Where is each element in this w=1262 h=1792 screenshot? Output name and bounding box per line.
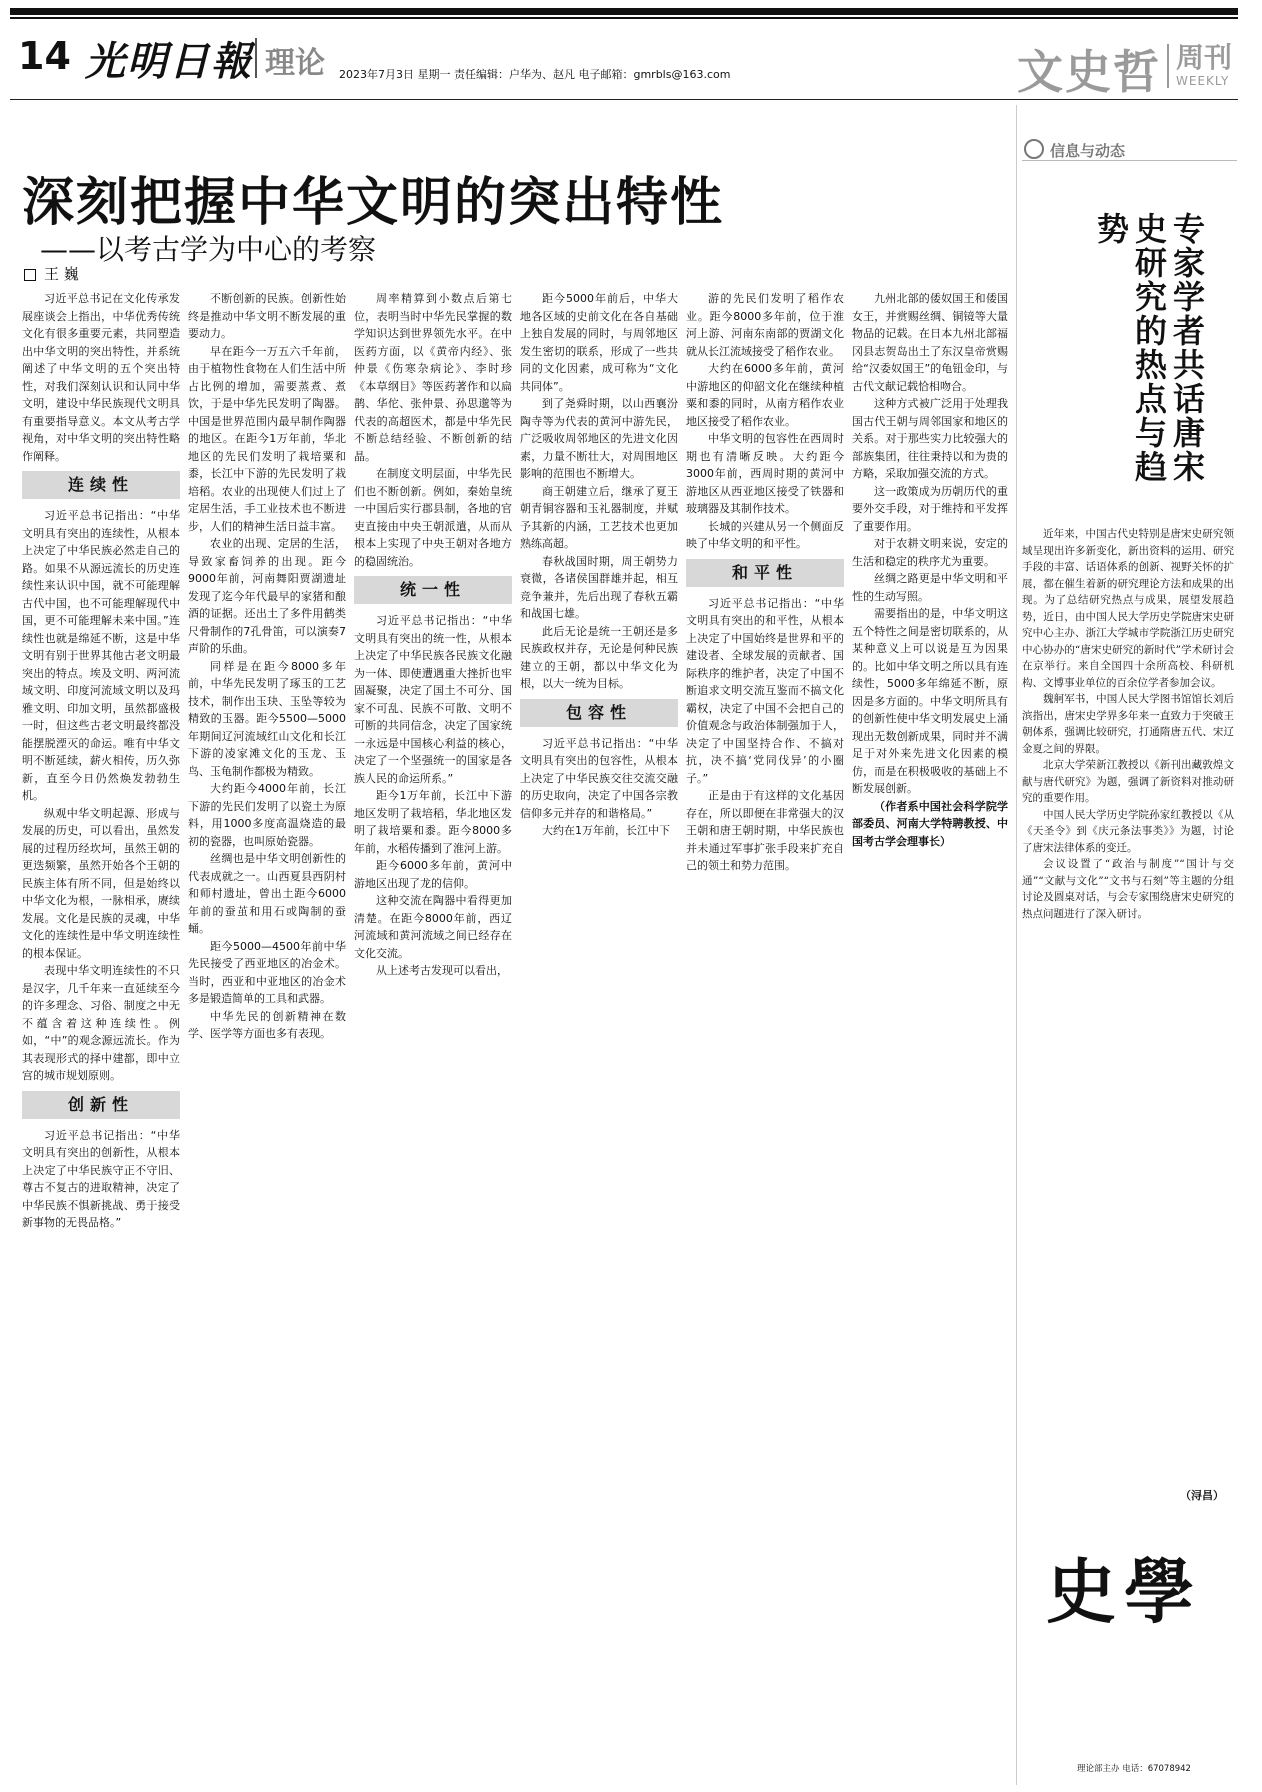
sidebar-author: （浔昌） [1180, 1489, 1224, 1502]
paragraph: 对于农耕文明来说，安定的生活和稳定的秩序尤为重要。 [852, 537, 1008, 568]
paragraph: 距今6000多年前，黄河中游地区出现了龙的信仰。 [354, 859, 512, 890]
paragraph: 同样是在距今8000多年前，中华先民发明了琢玉的工艺技术，制作出玉玦、玉坠等较为精致的玉器。距今5500—5000年期间辽河流域红山文化和长江下游的凌家滩文化的玉龙、玉鸟、玉龟制作都极为精致。 [188, 659, 346, 778]
paragraph: 距今5000—4500年前中华先民接受了西亚地区的冶金术。当时，西亚和中亚地区的冶金术多是锻造简单的工具和武器。 [188, 939, 346, 1005]
masthead-logo: 光明日報 [85, 38, 253, 85]
issue-meta: 2023年7月3日 星期一 责任编辑：户华为、赵凡 电子邮箱：gmrbls@163.com [339, 68, 731, 81]
paragraph: 习近平总书记指出：“中华文明具有突出的包容性，从根本上决定了中华民族交往交流交融的历史取向，决定了中国各宗教信仰多元并存的和谐格局。” [520, 736, 678, 820]
article-author-line [24, 263, 79, 284]
paragraph: 中国人民大学历史学院孙家红教授以《从《天圣令》到《庆元条法事类》》为题，讨论了唐宋法律体系的变迁。 [1022, 808, 1234, 854]
page-number: 14 [18, 34, 71, 78]
header-separator [255, 38, 257, 78]
paragraph: 此后无论是统一王朝还是多民族政权并存，无论是何种民族建立的王朝，都以中华文化为根，以大一统为目标。 [520, 624, 678, 690]
paragraph: 丝绸也是中华文明创新性的代表成就之一。山西夏县西阴村和师村遗址，曾出土距今6000年前的蚕茧和用石或陶制的蚕蛹。 [188, 852, 346, 935]
article-author-note: （作者系中国社会科学院学部委员、河南大学特聘教授、中国考古学会理事长） [852, 799, 1008, 848]
article-column-1 [22, 290, 180, 1720]
news-tag [1024, 139, 1125, 161]
paragraph: 魏舸军书，中国人民大学图书馆馆长刘后滨指出，唐宋史学界多年来一直致力于突破王朝体系，强调比较研究，打通隋唐五代、宋辽金夏之间的界限。 [1022, 693, 1234, 755]
weekly-label-en: WEEKLY [1176, 74, 1230, 88]
paragraph: 纵观中华文明起源、形成与发展的历史，可以看出，虽然发展的过程历经坎坷，虽然王朝的更迭频繁，虽然开始各个王朝的民族主体有所不同，但是始终以中华文化为根，一脉相承，赓续发展。文化是民族的灵魂，中华文化的连续性是中华文明连续性的根本保证。 [22, 806, 180, 960]
paragraph: 早在距今一万五六千年前，由于植物性食物在人们生活中所占比例的增加，需要蒸煮、煮饮，于是中华先民发明了陶器。中国是世界范围内最早制作陶器的地区。在距今1万年前，华北地区的先民们发明了栽培粟和黍，长江中下游的先民发明了栽培稻。农业的出现使人们过上了定居生活，手工业技术也不断进步，人们的精神生活日益丰富。 [188, 344, 346, 533]
paragraph: 中华先民的创新精神在数学、医学等方面也多有表现。 [188, 1009, 346, 1040]
paragraph: 习近平总书记在文化传承发展座谈会上指出，中华优秀传统文化有很多重要元素，共同塑造出中华文明的突出特性，并系统阐述了中华文明的五个突出特性，对我们深刻认识和认同中华文明，建设中华民族现代文明具有重要指导意义。本文从考古学视角，对中华文明的突出特性略作阐释。 [22, 292, 180, 463]
paragraph: 表现中华文明连续性的不只是汉字，几千年来一直延续至今的许多理念、习俗、制度之中无不蕴含着这种连续性。例如，“中”的观念源远流长。作为其表现形式的择中建都，即中立宫的城市规划原则。 [22, 964, 180, 1082]
paragraph: 大约在6000多年前，黄河中游地区的仰韶文化在继续种植粟和黍的同时，从南方稻作农业地区接受了稻作农业。 [686, 362, 844, 428]
news-tag-icon [1024, 139, 1044, 159]
article-author: 王 巍 [44, 265, 79, 283]
article-column-4 [520, 290, 678, 1720]
paragraph: 在制度文明层面，中华先民们也不断创新。例如，秦始皇统一中国后实行郡县制，各地的官吏直接由中央王朝派遣，从而从根本上实现了中央王朝对各地方的稳固统治。 [354, 467, 512, 568]
paragraph: 春秋战国时期，周王朝势力衰微，各诸侯国群雄并起，相互竞争兼并，先后出现了春秋五霸和战国七雄。 [520, 554, 678, 620]
paragraph: 游的先民们发明了稻作农业。距今8000多年前，位于淮河上游、河南东南部的贾湖文化就从长江流域接受了稻作农业。 [686, 292, 844, 358]
article-title: 深刻把握中华文明的突出特性 [22, 172, 725, 233]
article-column-6 [852, 290, 1008, 1770]
section-heading-continuity: 连续性 [22, 471, 180, 499]
section-heading-inclusiveness: 包容性 [520, 699, 678, 727]
paragraph: 商王朝建立后，继承了夏王朝青铜容器和玉礼器制度，并赋予其新的内涵，工艺技术也更加熟练高超。 [520, 484, 678, 550]
paragraph: 不断创新的民族。创新性始终是推动中华文明不断发展的重要动力。 [188, 292, 346, 340]
paragraph: 习近平总书记指出：“中华文明具有突出的连续性，从根本上决定了中华民族必然走自己的路。如果不从源远流长的历史连续性来认识中国，就不可能理解古代中国，也不可能理解现代中国，更不可能理解未来中国。”连续性也就是绵延不断，这是中华文明有别于世界其他古老文明最突出的特点。埃及文明、两河流域文明、印度河流域文明以及玛雅文明、印加文明，虽然都盛极一时，但这些古老文明最终都没能摆脱湮灭的命运。唯有中华文明不断延续，薪火相传，历久弥新，直至今日仍然焕发勃勃生机。 [22, 509, 180, 802]
article-column-5 [686, 290, 844, 1720]
article-column-2 [188, 290, 346, 1720]
paragraph: 大约在1万年前，长江中下 [542, 824, 670, 837]
weekly-title: 文史哲 [1017, 45, 1161, 99]
news-tag-label: 信息与动态 [1050, 142, 1126, 160]
paragraph: 距今5000年前后，中华大地各区域的史前文化在各自基础上独自发展的同时，与周邻地区发生密切的联系，形成了一些共同的文化因素，成可称为“文化共同体”。 [520, 292, 678, 393]
editor-info: 理论部主办 电话：67078942 [1077, 1764, 1191, 1774]
weekly-separator [1167, 44, 1169, 88]
paragraph: 近年来，中国古代史特别是唐宋史研究领域呈现出许多新变化，新出资料的运用、研究手段的丰富、话语体系的创新、视野关怀的扩展，都在催生着新的研究理论方法和成果的出现。为了总结研究热点与成果，展望发展趋势，近日，由中国人民大学历史学院唐宋史研究中心主办、浙江大学城市学院浙江历史研究中心协办的“唐宋史研究的新时代”学术研讨会在京举行。来自全国四十余所高校、科研机构、文博事业单位的百余位学者参加会议。 [1022, 528, 1234, 689]
paragraph: 会议设置了“政治与制度”“国计与交通”“文献与文化”“文书与石刻”等主题的分组讨论及圆桌对话，与会专家围绕唐宋史研究的热点问题进行了深入研讨。 [1022, 858, 1234, 920]
paragraph: 周率精算到小数点后第七位，表明当时中华先民掌握的数学知识达到世界领先水平。在中医药方面，以《黄帝内经》、张仲景《伤寒杂病论》、李时珍《本草纲目》等医药著作和以扁鹊、华佗、张仲景、孙思邈等为代表的高超医术，都是中华先民不断总结经验、不断创新的结晶。 [354, 292, 512, 463]
article-subtitle: ——以考古学为中心的考察 [40, 233, 377, 266]
paragraph: 九州北部的倭奴国王和倭国女王，并赏赐丝绸、铜镜等大量物品的记载。在日本九州北部福冈县志贺岛出土了东汉皇帝赏赐给“汉委奴国王”的龟钮金印，与古代文献记载恰相吻合。 [852, 292, 1008, 393]
paragraph: 需要指出的是，中华文明这五个特性之间是密切联系的，从某种意义上可以说是互为因果的。比如中华文明之所以具有连续性，5000多年绵延不断，原因是多方面的。中华文明所具有的创新性使中华文明发展史上涌现出无数创新成果，同时并不满足于对外来先进文化因素的模仿，而是在积极吸收的基础上不断发展创新。 [852, 607, 1008, 795]
shixue-logo: 史學 [1046, 1550, 1202, 1633]
paragraph: 长城的兴建从另一个侧面反映了中华文明的和平性。 [686, 519, 844, 550]
paragraph: 习近平总书记指出：“中华文明具有突出的统一性，从根本上决定了中华民族各民族文化融为一体、即使遭遇重大挫折也牢固凝聚，决定了国土不可分、国家不可乱、民族不可散、文明不可断的共同信念，决定了国家统一永远是中国核心利益的核心，决定了一个坚强统一的国家是各族人民的命运所系。” [354, 614, 512, 785]
paragraph: 这一政策成为历朝历代的重要外交手段，对于维持和平发挥了重要作用。 [852, 484, 1008, 533]
paragraph: 距今1万年前，长江中下游地区发明了栽培稻，华北地区发明了栽培粟和黍。距今8000多年前，水稻传播到了淮河上游。 [354, 789, 512, 855]
weekly-label: 周刊 [1176, 41, 1233, 74]
paragraph: 从上述考古发现可以看出， [376, 964, 508, 977]
paragraph: 这种交流在陶器中看得更加清楚。在距今8000年前，西辽河流域和黄河流域之间已经存在文化交流。 [354, 894, 512, 960]
sidebar-body [1022, 526, 1234, 1481]
paragraph: 大约距今4000年前，长江下游的先民们发明了以瓷土为原料，用1000多度高温烧造的最初的瓷器，也叫原始瓷器。 [188, 782, 346, 848]
section-heading-peace: 和平性 [686, 559, 844, 587]
sidebar-rule [1022, 160, 1237, 161]
paragraph: 到了尧舜时期，以山西襄汾陶寺等为代表的黄河中游先民，广泛吸收周邻地区的先进文化因素，力量不断壮大，对周围地区影响的范围也不断增大。 [520, 397, 678, 480]
paragraph: 丝绸之路更是中华文明和平性的生动写照。 [852, 572, 1008, 603]
section-heading-innovation: 创新性 [22, 1091, 180, 1119]
paragraph: 习近平总书记指出：“中华文明具有突出的和平性，从根本上决定了中国始终是世界和平的建设者、全球发展的贡献者、国际秩序的维护者，决定了中国不断追求文明交流互鉴而不搞文化霸权，决定了中国不会把自己的价值观念与政治体制强加于人，决定了中国坚持合作、不搞对抗，决不搞‘党同伐异’的小圈子。” [686, 596, 844, 785]
sidebar-divider [1016, 105, 1017, 1785]
header-divider [10, 99, 1238, 100]
header-top-bar [10, 8, 1238, 15]
author-box-icon [24, 269, 36, 281]
paragraph: 这种方式被广泛用于处理我国古代王朝与周邻国家和地区的关系。对于那些实力比较强大的部族集团，往往秉持以和为贵的方略，采取加强交流的方式。 [852, 397, 1008, 480]
paragraph: 北京大学荣新江教授以《新刊出藏敦煌文献与唐代研究》为题，强调了新资料对推动研究的重要作用。 [1022, 759, 1234, 804]
sidebar-title: 专家学者共话唐宋史研究的热点与趋势 [1092, 212, 1206, 484]
section-heading-unity: 统一性 [354, 576, 512, 604]
paragraph: 正是由于有这样的文化基因存在，所以即便在非常强大的汉王朝和唐王朝时期，中华民族也并未通过军事扩张手段来扩充自己的领土和势力范围。 [686, 789, 844, 872]
paragraph: 习近平总书记指出：“中华文明具有突出的创新性，从根本上决定了中华民族守正不守旧、尊古不复古的进取精神，决定了中华民族不惧新挑战、勇于接受新事物的无畏品格。” [22, 1128, 180, 1229]
paragraph: 中华文明的包容性在西周时期也有清晰反映。大约距今3000年前，西周时期的黄河中游地区从西亚地区接受了铁器和玻璃器及其制作技术。 [686, 432, 844, 515]
section-name: 理论 [265, 46, 325, 81]
paragraph: 农业的出现、定居的生活，导致家畜饲养的出现。距今9000年前，河南舞阳贾湖遗址发现了迄今年代最早的家猪和酿酒的证据。还出土了多件用鹤类尺骨制作的7孔骨笛，可以演奏7声阶的乐曲。 [188, 537, 346, 655]
header-top-rule [10, 17, 1238, 19]
article-column-3 [354, 290, 512, 1720]
